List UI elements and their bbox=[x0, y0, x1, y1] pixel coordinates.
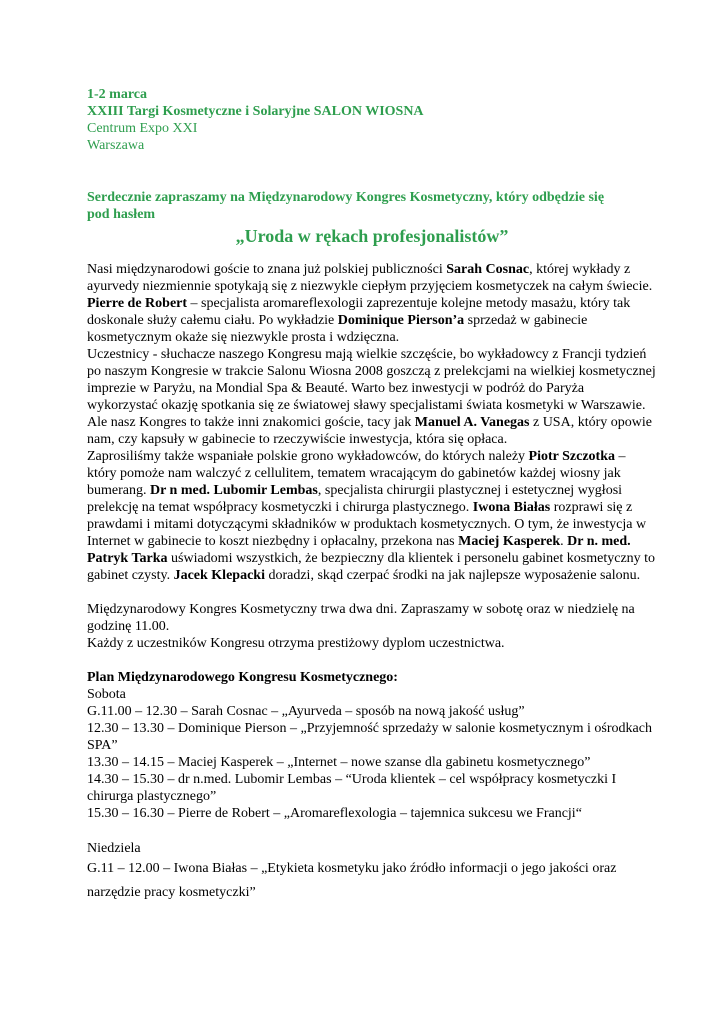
event-city: Warszawa bbox=[87, 138, 145, 153]
spacer bbox=[87, 822, 657, 840]
plan-item: G.11 – 12.00 – Iwona Białas – „Etykieta kosmetyku jako źródło informacji o jego jakości oraz narzędzie pracy kosmetyczki” bbox=[87, 861, 617, 900]
plan-sunday-label: Niedziela bbox=[87, 841, 141, 856]
paragraph-guests bbox=[87, 261, 657, 346]
speaker-name: Jacek Klepacki bbox=[173, 568, 265, 583]
article-body bbox=[87, 261, 657, 905]
plan-item: 13.30 – 14.15 – Maciej Kasperek – „Internet – nowe szanse dla gabinetu kosmetycznego” bbox=[87, 755, 591, 770]
event-header bbox=[87, 86, 657, 154]
text: . bbox=[560, 534, 568, 549]
text: z USA, który opowie nam, czy kapsuły w gabinecie to rzeczywiście inwestycja, która się opłaca. bbox=[87, 415, 652, 447]
text: Nasi międzynarodowi goście to znana już polskiej publiczności bbox=[87, 262, 447, 277]
congress-slogan: „Uroda w rękach profesjonalistów” bbox=[235, 226, 509, 246]
text: , której wykłady z ayurvedy niezmiennie spotykają się z niezwykle ciepłym przyjęciem kosmetyczek na całym świecie. bbox=[87, 262, 653, 294]
speaker-name: Dr n. med. Patryk Tarka bbox=[87, 534, 631, 566]
speaker-name: Manuel A. Vanegas bbox=[414, 415, 530, 430]
plan-item: G.11.00 – 12.30 – Sarah Cosnac – „Ayurveda – sposób na nową jakość usług” bbox=[87, 704, 525, 719]
paragraph-participants: Uczestnicy - słuchacze naszego Kongresu mają wielkie szczęście, bo wykładowcy z Francji tydzień po naszym Kongresie w trakcie Salonu Wiosna 2008 goszczą z prelekcjami na wielkiej kosmetycznej imprezie w Paryżu, na Mondial Spa & Beauté. Warto bez inwestycji w podróż do Paryża wykorzystać okazję spotkania się ze światowej sławy specjalistami świata kosmetyki w Warszawie. bbox=[87, 347, 656, 413]
text: Ale nasz Kongres to także inni znakomici goście, tacy jak bbox=[87, 415, 415, 430]
text: sprzedaż w gabinecie kosmetycznym okaże się niezwykle prosta i wdzięczna. bbox=[87, 313, 588, 345]
speaker-name: Maciej Kasperek bbox=[458, 534, 561, 549]
spacer bbox=[87, 584, 657, 601]
text: – który pomoże nam walczyć z cellulitem, tematem wracającym do gabinetów każdej wiosny jak bumerang. bbox=[87, 449, 626, 498]
speaker-name: Dr n med. Lubomir Lembas bbox=[149, 483, 318, 498]
event-venue: Centrum Expo XXI bbox=[87, 121, 198, 136]
document-page bbox=[87, 86, 657, 905]
invitation bbox=[87, 189, 657, 223]
text: – specjalista aromareflexologii zaprezentuje kolejne metody masażu, który tak doskonale służy całemu ciału. Po wykładzie bbox=[87, 296, 631, 328]
text: rozprawi się z prawdami i mitami dotyczącymi składników w produktach kosmetycznych. O tym, że inwestycja w Internet w gabinecie to koszt niezbędny i opłacalny, przekona nas bbox=[87, 500, 647, 549]
congress-info-line-2: Każdy z uczestników Kongresu otrzyma prestiżowy dyplom uczestnictwa. bbox=[87, 636, 505, 651]
text: uświadomi wszystkich, że bezpieczny dla klientek i personelu gabinet kosmetyczny to gabinet czysty. bbox=[87, 551, 656, 583]
plan-title: Plan Międzynarodowego Kongresu Kosmetycznego: bbox=[87, 670, 398, 685]
text: doradzi, skąd czerpać środki na jak najlepsze wyposażenie salonu. bbox=[264, 568, 641, 583]
plan-item: 14.30 – 15.30 – dr n.med. Lubomir Lembas – “Uroda klientek – cel współpracy kosmetyczki I chirurga plastycznego” bbox=[87, 772, 617, 804]
event-name: XXIII Targi Kosmetyczne i Solaryjne SALON WIOSNA bbox=[87, 104, 424, 119]
plan-item: 12.30 – 13.30 – Dominique Pierson – „Przyjemność sprzedaży w salonie kosmetycznym i ośrodkach SPA” bbox=[87, 721, 652, 753]
paragraph-other-guests bbox=[87, 414, 657, 448]
invitation-line-1: Serdecznie zapraszamy na Międzynarodowy Kongres Kosmetyczny, który odbędzie się bbox=[87, 190, 605, 205]
speaker-name: Piotr Szczotka bbox=[528, 449, 615, 464]
plan-item: 15.30 – 16.30 – Pierre de Robert – „Aromareflexologia – tajemnica sukcesu we Francji“ bbox=[87, 806, 582, 821]
event-date: 1-2 marca bbox=[87, 87, 147, 102]
paragraph-polish-lecturers bbox=[87, 448, 657, 584]
invitation-line-2: pod hasłem bbox=[87, 207, 156, 222]
text: , specjalista chirurgii plastycznej i estetycznej wygłosi prelekcję na temat współpracy kosmetyczki i chirurga plastycznego. bbox=[87, 483, 623, 515]
speaker-name: Dominique Pierson’a bbox=[337, 313, 465, 328]
spacer bbox=[87, 652, 657, 669]
speaker-name: Pierre de Robert bbox=[87, 296, 188, 311]
speaker-name: Iwona Białas bbox=[472, 500, 551, 515]
speaker-name: Sarah Cosnac bbox=[446, 262, 530, 277]
plan-saturday-label: Sobota bbox=[87, 687, 126, 702]
congress-info-line-1: Międzynarodowy Kongres Kosmetyczny trwa dwa dni. Zapraszamy w sobotę oraz w niedzielę na godzinę 11.00. bbox=[87, 602, 635, 634]
text: Zaprosiliśmy także wspaniałe polskie grono wykładowców, do których należy bbox=[87, 449, 529, 464]
